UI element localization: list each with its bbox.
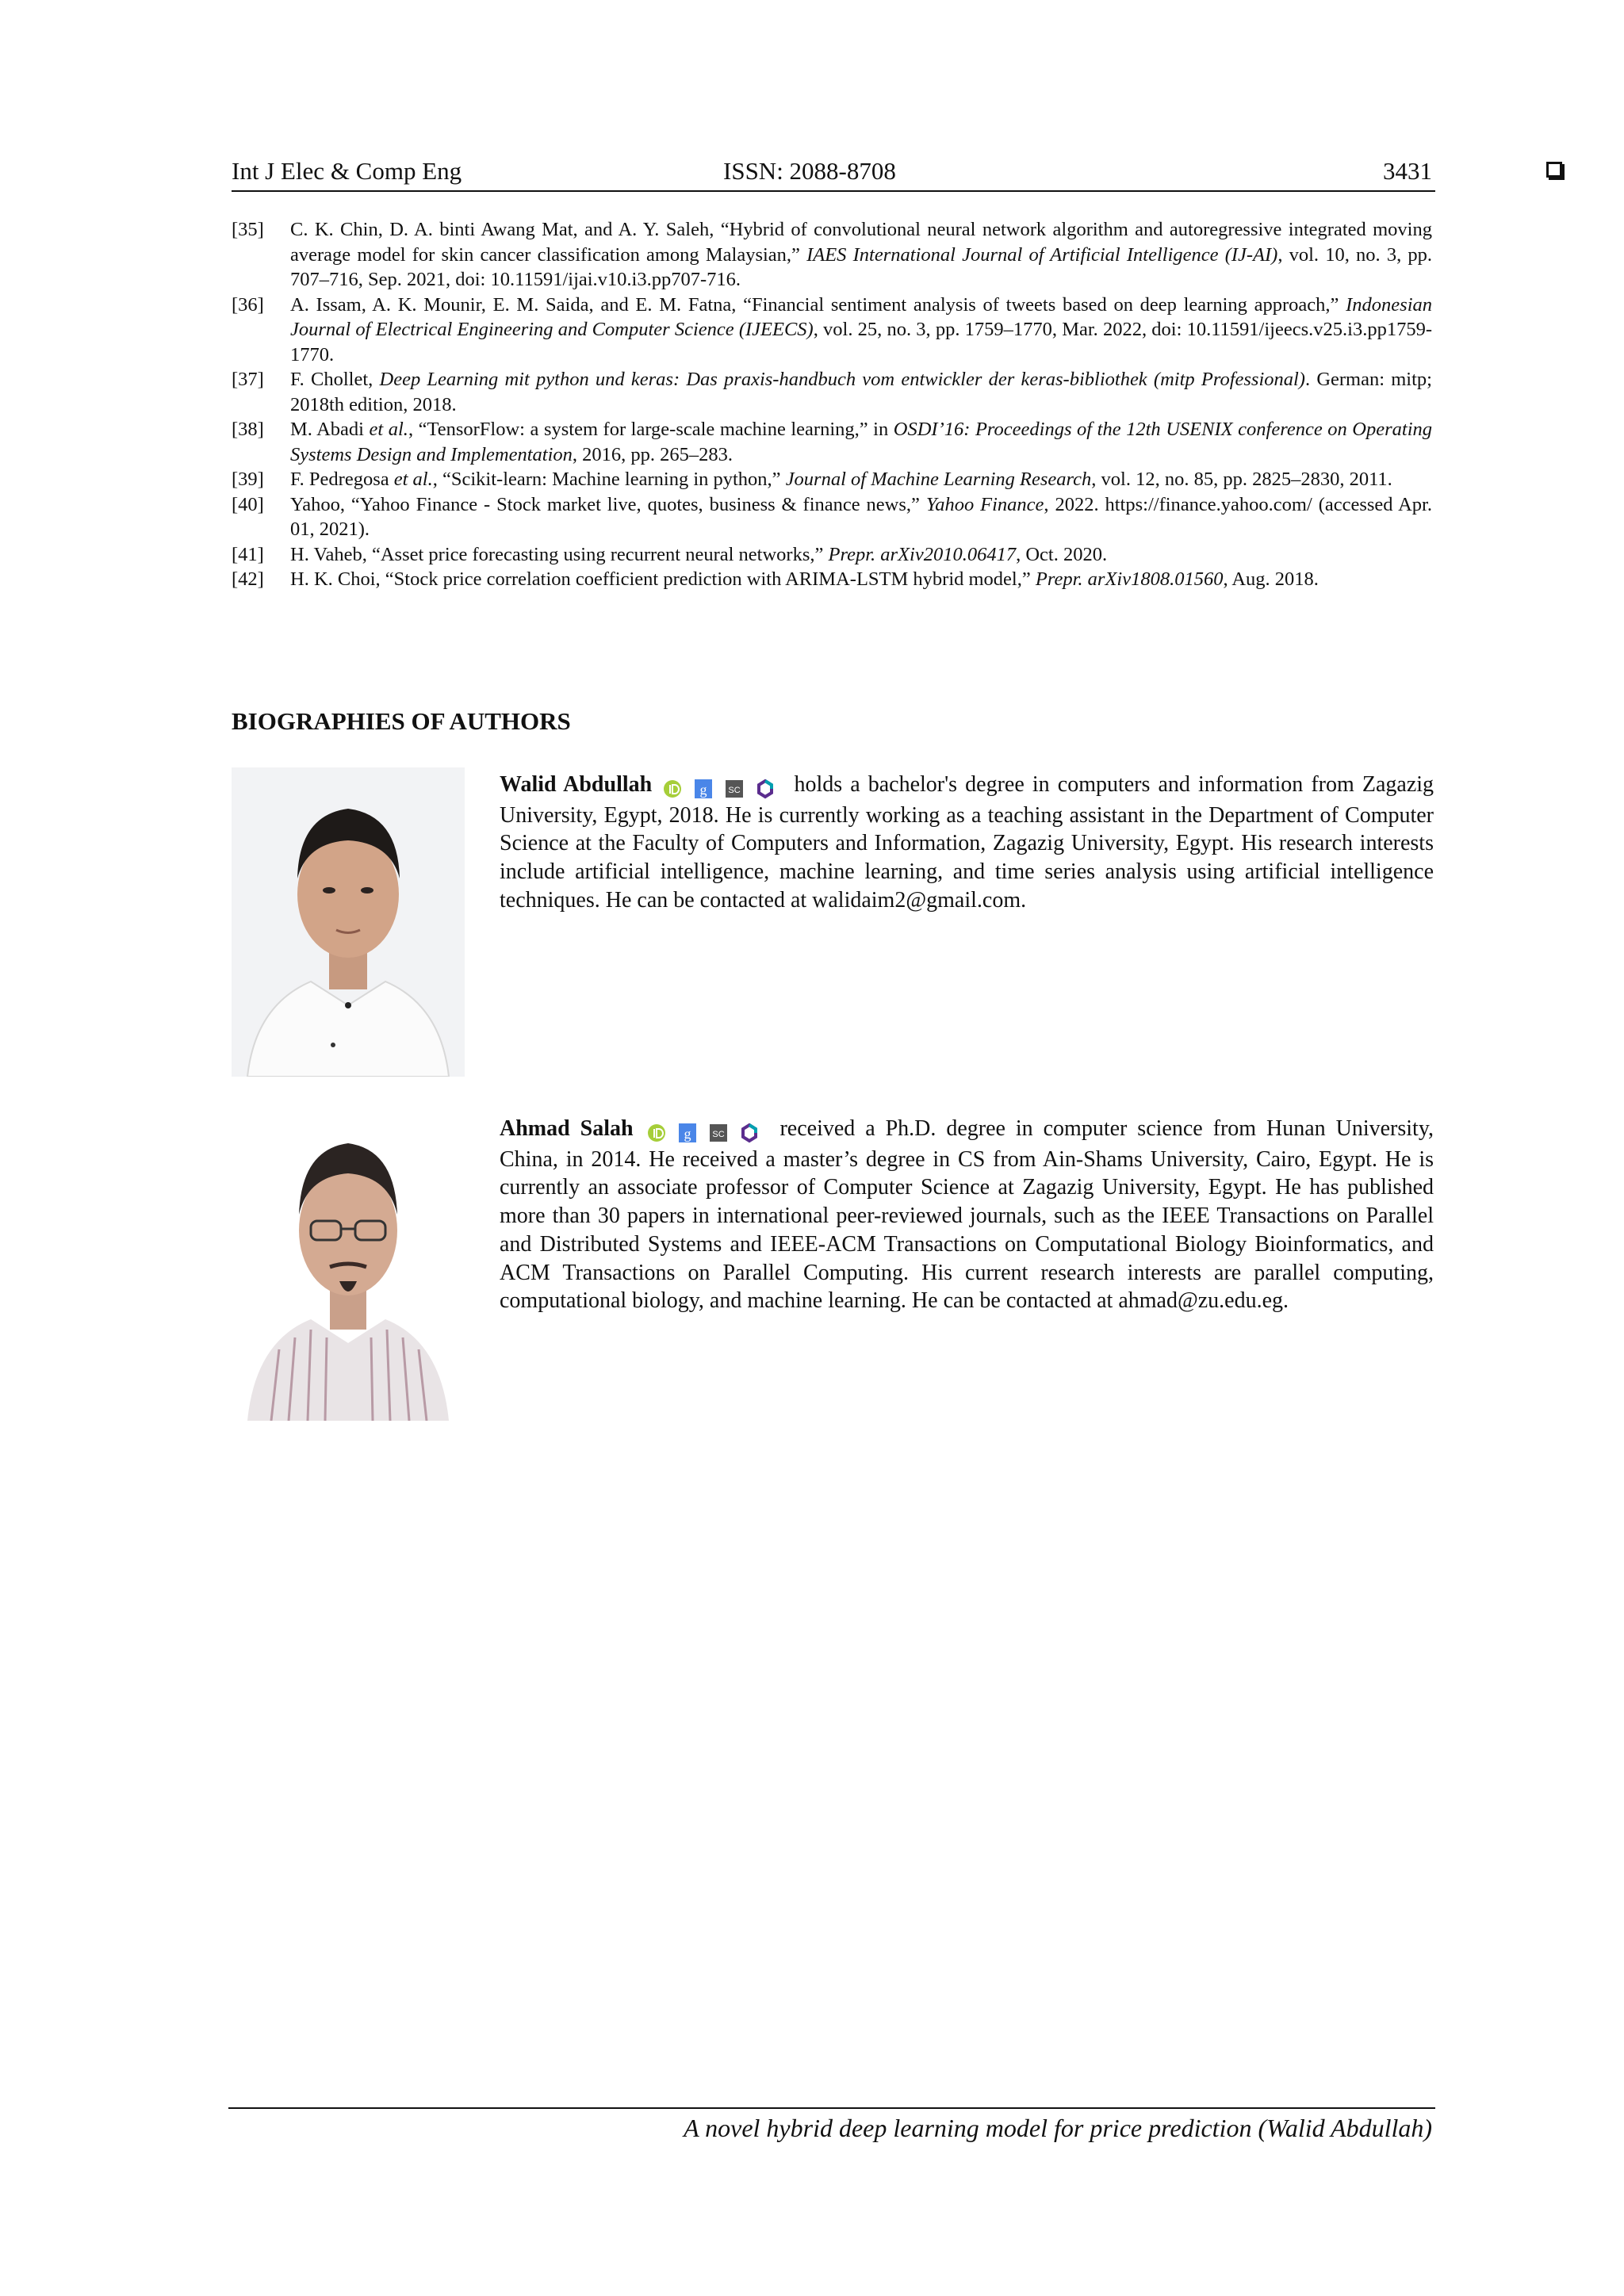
reference-text — [290, 419, 1432, 465]
author-bio — [232, 1112, 1435, 1421]
page-header — [232, 154, 1435, 192]
author-name: Walid Abdullah — [500, 772, 653, 797]
author-photo — [232, 767, 465, 1077]
author-bio-text — [500, 1115, 1434, 1315]
reference-segment: , vol. 12, no. 85, pp. 2825–2830, 2011. — [1091, 469, 1392, 490]
reference-text — [290, 568, 1319, 590]
reference-italic-segment: OSDI’16: Proceedings of the 12th USENIX conference on Operating Systems Design and Implementation — [290, 419, 1432, 465]
reference-segment: M. Abadi — [290, 419, 370, 440]
reference-segment: , Oct. 2020. — [1016, 543, 1108, 565]
reference-segment: F. Pedregosa — [290, 469, 394, 490]
reference-segment: , Aug. 2018. — [1223, 568, 1319, 590]
reference-segment: H. Vaheb, “Asset price forecasting using recurrent neural networks,” — [290, 543, 829, 565]
reference-text — [290, 469, 1392, 490]
svg-text:SC: SC — [711, 1129, 725, 1139]
reference-italic-segment: Deep Learning mit python und keras: Das praxis-handbuch vom entwickler der keras-bibliothek (mitp Professional) — [379, 369, 1305, 390]
reference-number: [38] — [232, 419, 264, 440]
publons-icon[interactable] — [740, 1123, 759, 1143]
google-scholar-icon[interactable] — [678, 1123, 697, 1143]
biographies-heading: BIOGRAPHIES OF AUTHORS — [232, 707, 571, 735]
author-badges — [647, 1117, 765, 1146]
reference-item — [232, 217, 1432, 293]
reference-number: [42] — [232, 568, 264, 590]
author-bio-text — [500, 771, 1434, 915]
google-scholar-icon[interactable] — [694, 779, 713, 799]
orcid-icon[interactable] — [647, 1123, 666, 1143]
reference-italic-segment: Prepr. arXiv1808.01560 — [1035, 568, 1224, 590]
author-bio — [232, 767, 1435, 1078]
reference-number: [40] — [232, 493, 264, 515]
reference-italic-segment: Yahoo Finance — [925, 493, 1044, 515]
reference-item — [232, 367, 1432, 417]
reference-text — [290, 369, 1432, 415]
box-icon — [1546, 162, 1562, 178]
svg-text:g: g — [684, 1125, 691, 1142]
reference-number: [41] — [232, 543, 264, 565]
reference-italic-segment: et al. — [369, 419, 408, 440]
reference-italic-segment: IAES International Journal of Artificial Intelligence (IJ-AI) — [806, 243, 1278, 266]
author-name: Ahmad Salah — [500, 1116, 634, 1141]
reference-number: [37] — [232, 369, 264, 390]
svg-text:SC: SC — [728, 785, 741, 795]
reference-segment: , vol. 10, no. 3, pp. 707–716, Sep. 2021, doi: 10.11591/ijai.v10.i3.pp707-716. — [290, 243, 1432, 290]
issn: ISSN: 2088-8708 — [723, 157, 896, 185]
author-bio-body: received a Ph.D. degree in computer science from Hunan University, China, in 2014. He received a master’s degree in CS from Ain-Shams University, Cairo, Egypt. He is currently an associate professor of Computer Science at Zagazig University, Egypt. He has published more than 30 papers in international peer-reviewed journals, such as the IEEE Transactions on Parallel and Distributed Systems and IEEE-ACM Transactions on Computational Biology Bioinformatics, and ACM Transactions on Parallel Computing. His current research interests are parallel computing, computational biology, and machine learning. He can be contacted at ahmad@zu.edu.eg. — [500, 1116, 1434, 1314]
references-list — [232, 217, 1432, 592]
reference-italic-segment: et al. — [393, 469, 433, 490]
reference-segment: , vol. 25, no. 3, pp. 1759–1770, Mar. 2022, doi: 10.11591/ijeecs.v25.i3.pp1759-1770. — [290, 319, 1432, 365]
author-badges — [663, 773, 781, 802]
scopus-icon[interactable] — [709, 1123, 728, 1143]
reference-number: [39] — [232, 469, 264, 490]
reference-item — [232, 467, 1432, 492]
reference-segment: , 2016, pp. 265–283. — [572, 443, 733, 465]
reference-text — [290, 219, 1432, 290]
journal-name: Int J Elec & Comp Eng — [232, 157, 462, 185]
reference-segment: A. Issam, A. K. Mounir, E. M. Saida, and E. M. Fatna, “Financial sentiment analysis of tweets based on deep learning approach,” — [290, 293, 1346, 316]
reference-segment: F. Chollet, — [290, 369, 380, 390]
scopus-icon[interactable] — [725, 779, 744, 799]
publons-icon[interactable] — [756, 779, 775, 799]
reference-italic-segment: Prepr. arXiv2010.06417 — [828, 543, 1017, 565]
reference-item — [232, 542, 1432, 568]
reference-item — [232, 417, 1432, 467]
reference-text — [290, 494, 1432, 541]
reference-segment: C. K. Chin, D. A. binti Awang Mat, and A. Y. Saleh, “Hybrid of convolutional neural network algorithm and autoregressive integrated moving average model for skin cancer classification among Malaysian,” — [290, 219, 1432, 266]
reference-text — [290, 544, 1107, 565]
page-number: 3431 — [1383, 157, 1432, 185]
svg-text:g: g — [699, 781, 707, 798]
reference-segment: , “TensorFlow: a system for large-scale machine learning,” in — [408, 419, 894, 440]
reference-text — [290, 294, 1432, 365]
reference-segment: . German: mitp; 2018th edition, 2018. — [290, 369, 1432, 415]
reference-number: [35] — [232, 219, 264, 240]
reference-number: [36] — [232, 293, 264, 316]
orcid-icon[interactable] — [663, 779, 682, 799]
author-bio-body: holds a bachelor's degree in computers and information from Zagazig University, Egypt, 2018. He is currently working as a teaching assistant in the Department of Computer Science at the Faculty of Computers and Information, Zagazig University, Egypt. His research interests include artificial intelligence, machine learning, and time series analysis using artificial intelligence techniques. He can be contacted at walidaim2@gmail.com. — [500, 772, 1434, 913]
reference-italic-segment: Journal of Machine Learning Research — [785, 469, 1092, 490]
reference-item — [232, 492, 1432, 542]
reference-segment: , “Scikit-learn: Machine learning in python,” — [432, 469, 786, 490]
reference-italic-segment: Indonesian Journal of Electrical Engineering and Computer Science (IJEECS) — [290, 293, 1432, 340]
reference-item — [232, 567, 1432, 592]
reference-segment: , 2022. https://finance.yahoo.com/ (accessed Apr. 01, 2021). — [290, 493, 1432, 540]
reference-segment: H. K. Choi, “Stock price correlation coefficient prediction with ARIMA-LSTM hybrid model,” — [290, 568, 1036, 590]
reference-item — [232, 293, 1432, 368]
page-footer — [228, 2107, 1435, 2142]
running-title: A novel hybrid deep learning model for price prediction (Walid Abdullah) — [684, 2114, 1432, 2142]
author-photo — [232, 1112, 465, 1421]
reference-segment: Yahoo, “Yahoo Finance - Stock market live, quotes, business & finance news,” — [290, 493, 926, 515]
